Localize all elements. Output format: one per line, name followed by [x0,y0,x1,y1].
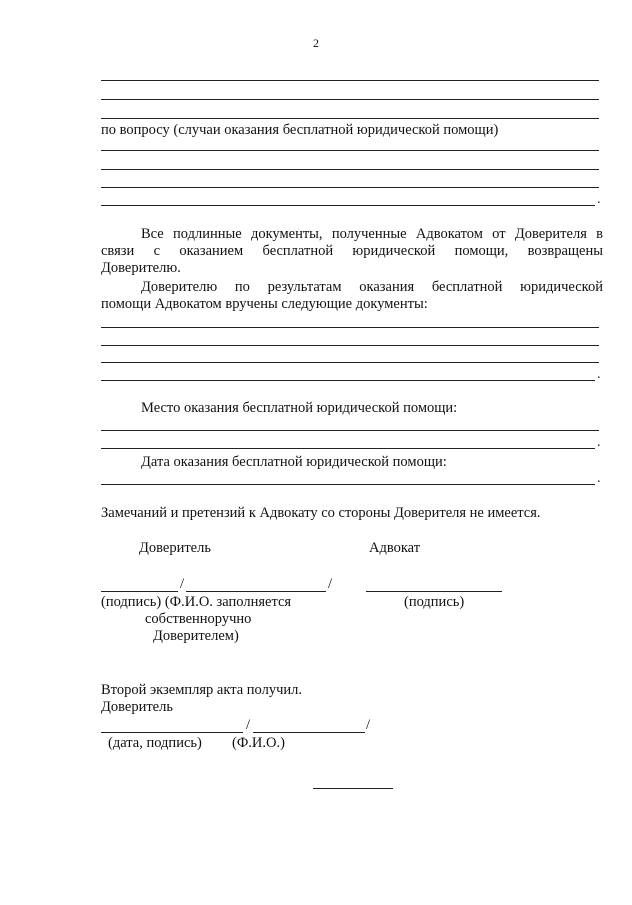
line-period: . [597,435,601,450]
returned-docs-text-1: Все подлинные документы, полученные Адвокатом от Доверителя в [141,226,603,242]
handed-docs-line2 [101,296,603,313]
second-copy-date-line [101,732,243,733]
lawyer-label: Адвокат [369,540,421,556]
second-copy-text: Второй экземпляр акта получил. [101,682,302,698]
date-label: Дата оказания бесплатной юридической помощи: [141,454,447,470]
handed-docs-text-1: Доверителю по результатам оказания бесплатной юридической [141,279,603,295]
second-copy-principal: Доверитель [101,699,173,715]
line-period: . [597,471,601,486]
slash: / [246,717,251,733]
blank-line [101,99,599,100]
blank-line [101,430,599,431]
returned-docs-line1 [141,226,603,243]
line-period: . [597,192,601,207]
principal-sign-caption-3: Доверителем) [153,628,239,644]
blank-line [101,118,599,119]
slash: / [366,717,371,733]
returned-docs-text-3: Доверителю. [101,260,181,276]
principal-sign-caption-2: собственноручно [145,611,252,627]
blank-line [101,448,595,449]
second-copy-name-line [253,732,365,733]
slash: / [328,576,333,592]
principal-sign-caption: (подпись) (Ф.И.О. заполняется [101,594,292,610]
blank-line [101,380,595,381]
blank-line [101,150,599,151]
blank-line [101,327,599,328]
returned-docs-line2 [101,243,603,260]
handed-docs-line1 [141,279,603,296]
returned-docs-text-2: связи с оказанием бесплатной юридической помощи, возвращены [101,243,603,259]
principal-label: Доверитель [139,540,211,556]
blank-line [101,484,595,485]
principal-signature-line [101,591,178,592]
blank-line [101,205,595,206]
place-label: Место оказания бесплатной юридической помощи: [141,400,458,416]
closing-rule [313,788,393,789]
lawyer-sign-caption: (подпись) [404,594,465,610]
returned-docs-line3 [101,260,603,277]
blank-line [101,80,599,81]
blank-line [101,345,599,346]
principal-name-line [186,591,326,592]
second-copy-date-caption: (дата, подпись) [108,735,202,751]
line-period: . [597,367,601,382]
lawyer-signature-line [366,591,502,592]
handed-docs-text-2: помощи Адвокатом вручены следующие документы: [101,296,428,312]
blank-line [101,187,599,188]
blank-line [101,169,599,170]
second-copy-name-caption: (Ф.И.О.) [232,735,285,751]
topic-label: по вопросу (случаи оказания бесплатной юридической помощи) [101,122,499,138]
slash: / [180,576,185,592]
no-claims-statement: Замечаний и претензий к Адвокату со стороны Доверителя не имеется. [101,505,541,521]
blank-line [101,362,599,363]
page-number: 2 [313,36,319,50]
